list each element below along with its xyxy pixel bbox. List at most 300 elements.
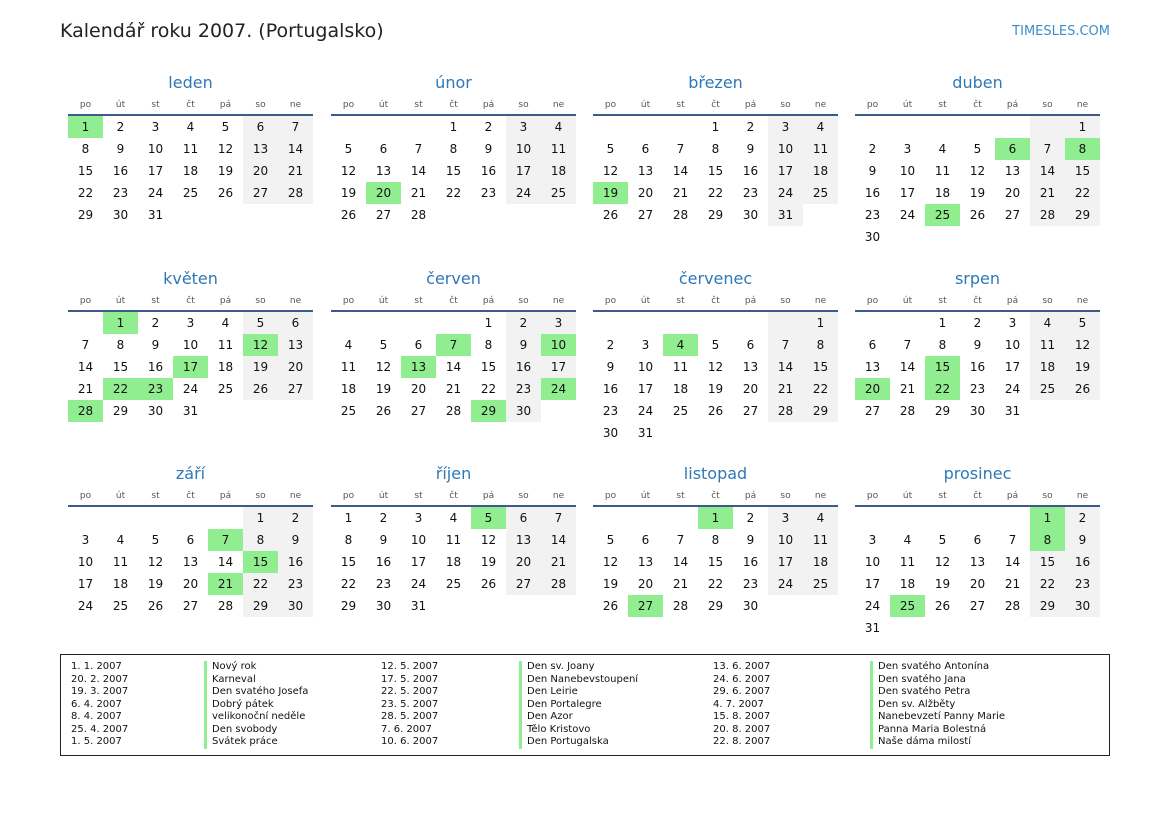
day-cell: 31	[637, 426, 654, 440]
day-cell: 1	[1065, 116, 1100, 138]
holiday-day-cell: 20	[855, 378, 890, 400]
weekday-header	[593, 96, 838, 116]
day-cell: 16	[742, 164, 759, 178]
day-cell: 13	[1004, 164, 1021, 178]
month-květen	[68, 268, 313, 422]
day-cell: 4	[116, 533, 125, 547]
day-cell: 13	[278, 334, 313, 356]
day-cell: 15	[707, 555, 724, 569]
day-grid	[68, 312, 313, 422]
legend-date: 22. 8. 2007	[713, 736, 771, 747]
day-cell: 29	[707, 208, 724, 222]
weekday-label: so	[1042, 296, 1053, 306]
day-cell: 2	[746, 120, 755, 134]
holiday-day-cell: 7	[436, 334, 471, 356]
weekday-label: ne	[552, 296, 565, 306]
day-cell: 4	[541, 116, 576, 138]
day-cell: 24	[864, 599, 881, 613]
day-cell: 8	[803, 334, 838, 356]
day-cell: 9	[868, 164, 877, 178]
day-cell: 14	[541, 529, 576, 551]
empty-cell	[593, 312, 628, 334]
holiday-day-cell: 27	[628, 595, 663, 617]
day-cell: 18	[182, 164, 199, 178]
day-cell: 4	[938, 142, 947, 156]
month-name: září	[175, 464, 206, 483]
day-cell: 14	[672, 164, 689, 178]
weekday-label: pá	[744, 296, 757, 306]
day-cell: 17	[1004, 360, 1021, 374]
weekday-label: út	[902, 491, 913, 501]
weekday-header	[68, 292, 313, 312]
holiday-day-cell: 10	[541, 334, 576, 356]
day-cell: 18	[803, 160, 838, 182]
day-cell: 18	[112, 577, 129, 591]
day-cell: 5	[1065, 312, 1100, 334]
day-cell: 27	[243, 182, 278, 204]
holiday-day-cell: 13	[401, 356, 436, 378]
day-cell: 23	[602, 404, 619, 418]
weekday-header	[68, 96, 313, 116]
day-cell: 3	[81, 533, 90, 547]
day-cell: 6	[278, 312, 313, 334]
day-cell: 25	[112, 599, 129, 613]
day-cell: 14	[1030, 160, 1065, 182]
day-cell: 19	[707, 382, 724, 396]
day-cell: 7	[1030, 138, 1065, 160]
day-cell: 25	[541, 182, 576, 204]
day-cell: 4	[221, 316, 230, 330]
day-cell: 23	[375, 577, 392, 591]
day-cell: 17	[864, 577, 881, 591]
weekday-label: ne	[289, 100, 302, 110]
holiday-day-cell: 1	[698, 507, 733, 529]
weekday-label: st	[414, 491, 423, 501]
empty-cell	[593, 116, 628, 138]
weekday-label: pá	[1006, 491, 1019, 501]
weekday-label: út	[640, 296, 651, 306]
day-cell: 16	[864, 186, 881, 200]
day-cell: 1	[449, 120, 458, 134]
day-cell: 16	[969, 360, 986, 374]
day-cell: 1	[938, 316, 947, 330]
day-grid	[593, 507, 838, 617]
day-cell: 15	[803, 356, 838, 378]
day-cell: 21	[410, 186, 427, 200]
legend-holiday-name: Den Nanebevstoupení	[527, 673, 639, 685]
day-cell: 26	[480, 577, 497, 591]
day-cell: 11	[1030, 334, 1065, 356]
day-cell: 26	[243, 378, 278, 400]
day-cell: 7	[81, 338, 90, 352]
day-cell: 23	[969, 382, 986, 396]
holiday-day-cell: 17	[173, 356, 208, 378]
day-cell: 12	[480, 533, 497, 547]
day-cell: 6	[868, 338, 877, 352]
day-cell: 25	[217, 382, 234, 396]
day-cell: 12	[602, 164, 619, 178]
weekday-label: pá	[744, 491, 757, 501]
day-cell: 20	[506, 551, 541, 573]
day-cell: 10	[506, 138, 541, 160]
day-cell: 13	[243, 138, 278, 160]
day-cell: 5	[243, 312, 278, 334]
weekday-label: ne	[552, 100, 565, 110]
weekday-header	[331, 487, 576, 507]
day-cell: 3	[641, 338, 650, 352]
legend-date: 19. 3. 2007	[71, 686, 129, 697]
day-cell: 9	[746, 533, 755, 547]
day-cell: 24	[768, 573, 803, 595]
weekday-label: so	[780, 296, 791, 306]
day-cell: 9	[484, 142, 493, 156]
day-cell: 12	[934, 555, 951, 569]
day-grid	[593, 312, 838, 444]
day-cell: 27	[637, 208, 654, 222]
empty-cell	[995, 116, 1030, 138]
day-cell: 1	[344, 511, 353, 525]
weekday-label: út	[378, 296, 389, 306]
weekday-label: po	[604, 100, 617, 110]
day-cell: 10	[147, 142, 164, 156]
day-cell: 18	[445, 555, 462, 569]
holiday-day-cell: 20	[366, 182, 401, 204]
legend-date: 23. 5. 2007	[381, 698, 439, 710]
day-cell: 30	[375, 599, 392, 613]
day-cell: 21	[768, 378, 803, 400]
day-cell: 28	[541, 573, 576, 595]
holiday-day-cell: 7	[208, 529, 243, 551]
weekday-label: st	[938, 491, 947, 501]
day-cell: 13	[506, 529, 541, 551]
day-cell: 16	[278, 551, 313, 573]
weekday-label: po	[79, 491, 92, 501]
day-cell: 23	[506, 378, 541, 400]
legend-holiday-name: Den Azor	[527, 711, 573, 722]
day-cell: 9	[1065, 529, 1100, 551]
month-září	[68, 463, 313, 617]
legend-date: 15. 8. 2007	[713, 711, 771, 722]
legend-date: 1. 5. 2007	[71, 736, 122, 747]
weekday-label: so	[518, 491, 529, 501]
day-cell: 15	[480, 360, 497, 374]
day-cell: 30	[147, 404, 164, 418]
weekday-label: so	[518, 296, 529, 306]
day-cell: 26	[1065, 378, 1100, 400]
day-cell: 27	[969, 599, 986, 613]
day-cell: 21	[672, 577, 689, 591]
legend-holiday-name: velikonoční neděle	[212, 711, 306, 722]
legend-holiday-name: Den svobody	[212, 723, 278, 735]
day-cell: 29	[340, 599, 357, 613]
day-cell: 14	[899, 360, 916, 374]
weekday-label: so	[518, 100, 529, 110]
day-cell: 27	[1004, 208, 1021, 222]
weekday-label: čt	[711, 296, 720, 306]
weekday-label: po	[866, 296, 879, 306]
weekday-label: čt	[449, 100, 458, 110]
day-cell: 24	[410, 577, 427, 591]
day-cell: 24	[637, 404, 654, 418]
legend-date: 24. 6. 2007	[713, 673, 771, 685]
legend-date: 28. 5. 2007	[381, 711, 439, 722]
day-cell: 18	[803, 551, 838, 573]
weekday-label: ne	[1076, 491, 1089, 501]
weekday-label: pá	[482, 491, 495, 501]
day-cell: 15	[112, 360, 129, 374]
day-cell: 3	[506, 116, 541, 138]
day-cell: 30	[278, 595, 313, 617]
day-cell: 1	[803, 312, 838, 334]
empty-cell	[401, 312, 436, 334]
empty-cell	[890, 507, 925, 529]
legend-date: 29. 6. 2007	[713, 686, 771, 697]
day-cell: 26	[375, 404, 392, 418]
day-cell: 2	[606, 338, 615, 352]
day-cell: 8	[116, 338, 125, 352]
page-title: Kalendář roku 2007. (Portugalsko)	[60, 20, 384, 42]
day-cell: 3	[541, 312, 576, 334]
empty-cell	[593, 507, 628, 529]
weekday-label: st	[414, 100, 423, 110]
empty-cell	[436, 312, 471, 334]
holiday-day-cell: 1	[103, 312, 138, 334]
weekday-label: po	[342, 296, 355, 306]
day-cell: 21	[672, 186, 689, 200]
weekday-label: so	[255, 100, 266, 110]
day-cell: 17	[77, 577, 94, 591]
day-cell: 25	[803, 182, 838, 204]
day-cell: 22	[707, 577, 724, 591]
day-cell: 19	[243, 356, 278, 378]
month-name: únor	[435, 73, 472, 92]
site-link[interactable]: TIMESLES.COM	[1012, 24, 1110, 39]
day-cell: 15	[1065, 160, 1100, 182]
weekday-label: po	[604, 296, 617, 306]
empty-cell	[663, 507, 698, 529]
weekday-label: ne	[289, 491, 302, 501]
day-cell: 8	[938, 338, 947, 352]
empty-cell	[628, 507, 663, 529]
weekday-label: čt	[186, 100, 195, 110]
holiday-day-cell: 25	[925, 204, 960, 226]
day-cell: 20	[278, 356, 313, 378]
day-cell: 10	[899, 164, 916, 178]
day-cell: 4	[803, 116, 838, 138]
day-cell: 29	[1030, 595, 1065, 617]
holiday-day-cell: 28	[68, 400, 103, 422]
day-grid	[593, 116, 838, 226]
day-cell: 9	[746, 142, 755, 156]
legend-dates-column	[381, 661, 438, 749]
weekday-label: pá	[1006, 296, 1019, 306]
weekday-label: st	[676, 100, 685, 110]
empty-cell	[173, 507, 208, 529]
day-cell: 19	[375, 382, 392, 396]
weekday-label: pá	[482, 296, 495, 306]
weekday-label: út	[640, 491, 651, 501]
day-cell: 6	[641, 142, 650, 156]
day-cell: 2	[506, 312, 541, 334]
day-cell: 11	[803, 138, 838, 160]
weekday-label: út	[115, 491, 126, 501]
legend-holiday-name: Den sv. Joany	[527, 661, 595, 672]
month-name: srpen	[954, 269, 1001, 288]
day-grid	[331, 312, 576, 422]
day-cell: 5	[938, 533, 947, 547]
day-cell: 10	[182, 338, 199, 352]
legend-date: 17. 5. 2007	[381, 673, 439, 685]
day-cell: 3	[868, 533, 877, 547]
day-cell: 6	[414, 338, 423, 352]
day-cell: 13	[375, 164, 392, 178]
day-cell: 24	[77, 599, 94, 613]
day-cell: 10	[1004, 338, 1021, 352]
day-cell: 28	[445, 404, 462, 418]
day-cell: 17	[768, 160, 803, 182]
legend-names-column	[204, 661, 308, 749]
weekday-label: st	[414, 296, 423, 306]
day-cell: 12	[147, 555, 164, 569]
empty-cell	[960, 507, 995, 529]
day-cell: 2	[116, 120, 125, 134]
weekday-label: út	[902, 100, 913, 110]
day-cell: 8	[711, 533, 720, 547]
weekday-label: čt	[449, 296, 458, 306]
holiday-day-cell: 29	[471, 400, 506, 422]
month-únor	[331, 72, 576, 226]
day-cell: 28	[672, 208, 689, 222]
holiday-day-cell: 24	[541, 378, 576, 400]
weekday-label: út	[902, 296, 913, 306]
day-cell: 12	[217, 142, 234, 156]
day-cell: 14	[672, 555, 689, 569]
day-cell: 28	[768, 400, 803, 422]
day-cell: 28	[1030, 204, 1065, 226]
day-cell: 26	[707, 404, 724, 418]
day-cell: 7	[541, 507, 576, 529]
day-cell: 31	[768, 204, 803, 226]
weekday-label: út	[115, 296, 126, 306]
day-cell: 20	[637, 577, 654, 591]
day-cell: 22	[480, 382, 497, 396]
legend-holiday-name: Den Portugalska	[527, 736, 609, 747]
day-cell: 25	[340, 404, 357, 418]
day-cell: 21	[541, 551, 576, 573]
day-cell: 26	[217, 186, 234, 200]
day-cell: 4	[186, 120, 195, 134]
weekday-label: so	[1042, 100, 1053, 110]
empty-cell	[366, 312, 401, 334]
day-cell: 25	[803, 573, 838, 595]
day-cell: 3	[768, 116, 803, 138]
empty-cell	[331, 312, 366, 334]
day-cell: 15	[707, 164, 724, 178]
legend-holiday-name: Svátek práce	[212, 736, 278, 747]
weekday-label: st	[151, 100, 160, 110]
day-cell: 29	[77, 208, 94, 222]
day-cell: 30	[969, 404, 986, 418]
day-cell: 6	[973, 533, 982, 547]
weekday-label: po	[866, 100, 879, 110]
legend-dates-column	[713, 661, 770, 749]
day-cell: 18	[340, 382, 357, 396]
empty-cell	[366, 116, 401, 138]
weekday-label: st	[938, 100, 947, 110]
day-cell: 11	[541, 138, 576, 160]
empty-cell	[208, 507, 243, 529]
day-cell: 24	[147, 186, 164, 200]
day-cell: 12	[375, 360, 392, 374]
holiday-day-cell: 8	[1030, 529, 1065, 551]
day-grid	[855, 116, 1100, 248]
empty-cell	[855, 116, 890, 138]
holiday-day-cell: 6	[995, 138, 1030, 160]
weekday-label: so	[255, 491, 266, 501]
weekday-label: st	[676, 296, 685, 306]
day-cell: 4	[1030, 312, 1065, 334]
weekday-label: st	[676, 491, 685, 501]
weekday-label: čt	[186, 491, 195, 501]
weekday-label: st	[151, 491, 160, 501]
empty-cell	[68, 312, 103, 334]
month-prosinec	[855, 463, 1100, 639]
month-duben	[855, 72, 1100, 248]
day-cell: 3	[903, 142, 912, 156]
weekday-label: út	[640, 100, 651, 110]
day-cell: 8	[711, 142, 720, 156]
month-name: květen	[163, 269, 218, 288]
day-cell: 25	[182, 186, 199, 200]
day-cell: 5	[151, 533, 160, 547]
day-cell: 24	[506, 182, 541, 204]
day-cell: 1	[484, 316, 493, 330]
day-cell: 25	[672, 404, 689, 418]
weekday-label: ne	[1076, 100, 1089, 110]
day-cell: 11	[182, 142, 199, 156]
month-name: říjen	[435, 464, 472, 483]
weekday-label: so	[255, 296, 266, 306]
day-cell: 6	[379, 142, 388, 156]
day-cell: 12	[1065, 334, 1100, 356]
day-cell: 22	[1030, 573, 1065, 595]
empty-cell	[68, 507, 103, 529]
day-cell: 7	[903, 338, 912, 352]
day-cell: 8	[344, 533, 353, 547]
day-cell: 19	[969, 186, 986, 200]
day-cell: 20	[182, 577, 199, 591]
day-cell: 5	[221, 120, 230, 134]
month-listopad	[593, 463, 838, 617]
day-cell: 26	[969, 208, 986, 222]
day-cell: 4	[344, 338, 353, 352]
weekday-label: čt	[973, 100, 982, 110]
legend-date: 8. 4. 2007	[71, 711, 122, 722]
day-cell: 21	[1004, 577, 1021, 591]
day-cell: 6	[186, 533, 195, 547]
day-cell: 2	[278, 507, 313, 529]
weekday-label: čt	[711, 491, 720, 501]
legend-holiday-name: Den svatého Antonína	[878, 661, 990, 672]
day-cell: 31	[410, 599, 427, 613]
weekday-label: po	[866, 491, 879, 501]
day-cell: 12	[602, 555, 619, 569]
day-cell: 17	[768, 551, 803, 573]
weekday-label: ne	[814, 296, 827, 306]
day-cell: 9	[151, 338, 160, 352]
weekday-label: po	[79, 296, 92, 306]
holiday-day-cell: 22	[103, 378, 138, 400]
